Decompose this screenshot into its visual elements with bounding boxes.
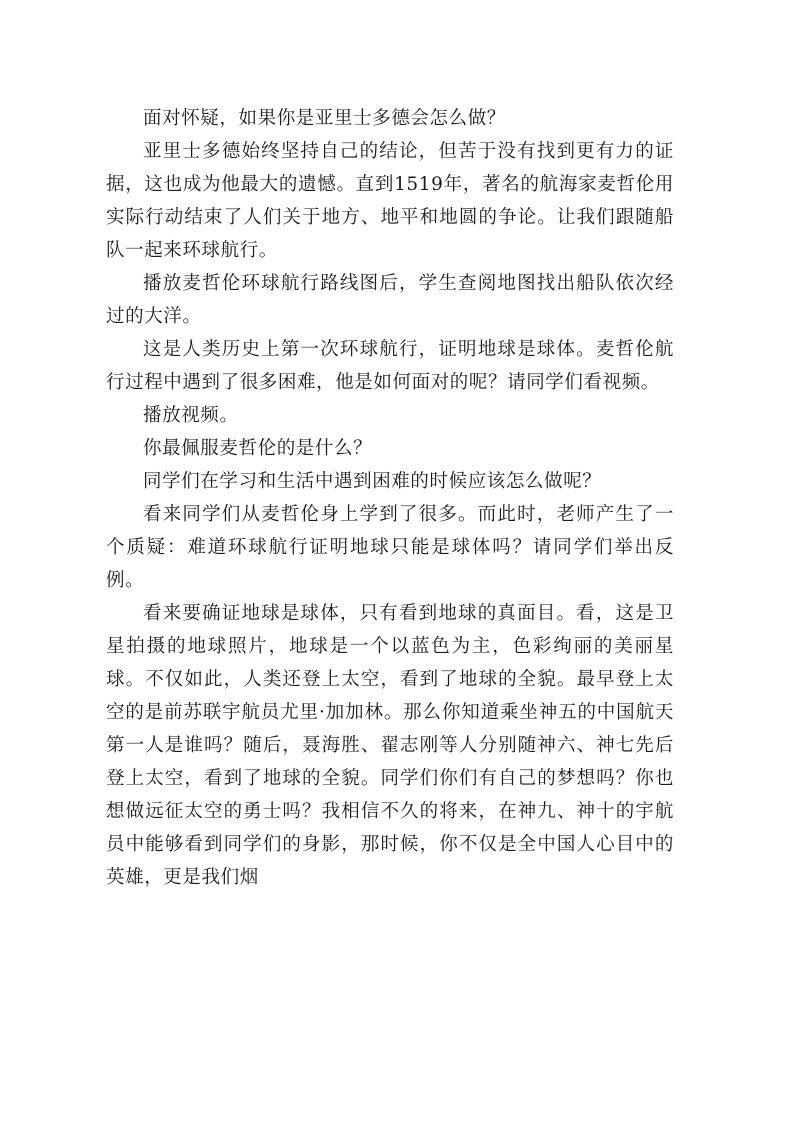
paragraph-first-circumnavigation: 这是人类历史上第一次环球航行，证明地球是球体。麦哲伦航行过程中遇到了很多困难，他是如何面对的呢？请同学们看视频。 — [106, 339, 674, 393]
paragraph-magellan-voyage: 亚里士多德始终坚持自己的结论，但苦于没有找到更有力的证据，这也成为他最大的遗憾。直到1519年，著名的航海家麦哲伦用实际行动结束了人们关于地方、地平和地圆的争论。让我们跟随船队一起来环球航行。 — [106, 141, 674, 261]
paragraph-play-video: 播放视频。 — [143, 405, 239, 426]
paragraph-teacher-doubt: 看来同学们从麦哲伦身上学到了很多。而此时，老师产生了一个质疑：难道环球航行证明地球只能是球体吗？请同学们举出反例。 — [106, 504, 674, 591]
paragraph-difficulty-question: 同学们在学习和生活中遇到困难的时候应该怎么做呢？ — [143, 471, 602, 492]
paragraph-earth-photo: 看来要确证地球是球体，只有看到地球的真面目。看，这是卫星拍摄的地球照片，地球是一个以蓝色为主，色彩绚丽的美丽星球。不仅如此，人类还登上太空，看到了地球的全貌。最早登上太空的是前苏联宇航员尤里·加加林。那么你知道乘坐神五的中国航天第一人是谁吗？随后，聂海胜、翟志刚等人分别随神六、神七先后登上太空，看到了地球的全貌。同学们你们有自己的梦想吗？你也想做远征太空的勇士吗？我相信不久的将来，在神九、神十的宇航员中能够看到同学们的身影，那时候，你不仅是全中国人心目中的英雄，更是我们烟 — [106, 603, 674, 888]
paragraph-question-aristotle: 面对怀疑，如果你是亚里士多德会怎么做？ — [143, 108, 506, 129]
document-body — [106, 102, 674, 894]
paragraph-admire-question: 你最佩服麦哲伦的是什么？ — [143, 438, 373, 459]
paragraph-route-map: 播放麦哲伦环球航行路线图后，学生查阅地图找出船队依次经过的大洋。 — [106, 273, 674, 327]
